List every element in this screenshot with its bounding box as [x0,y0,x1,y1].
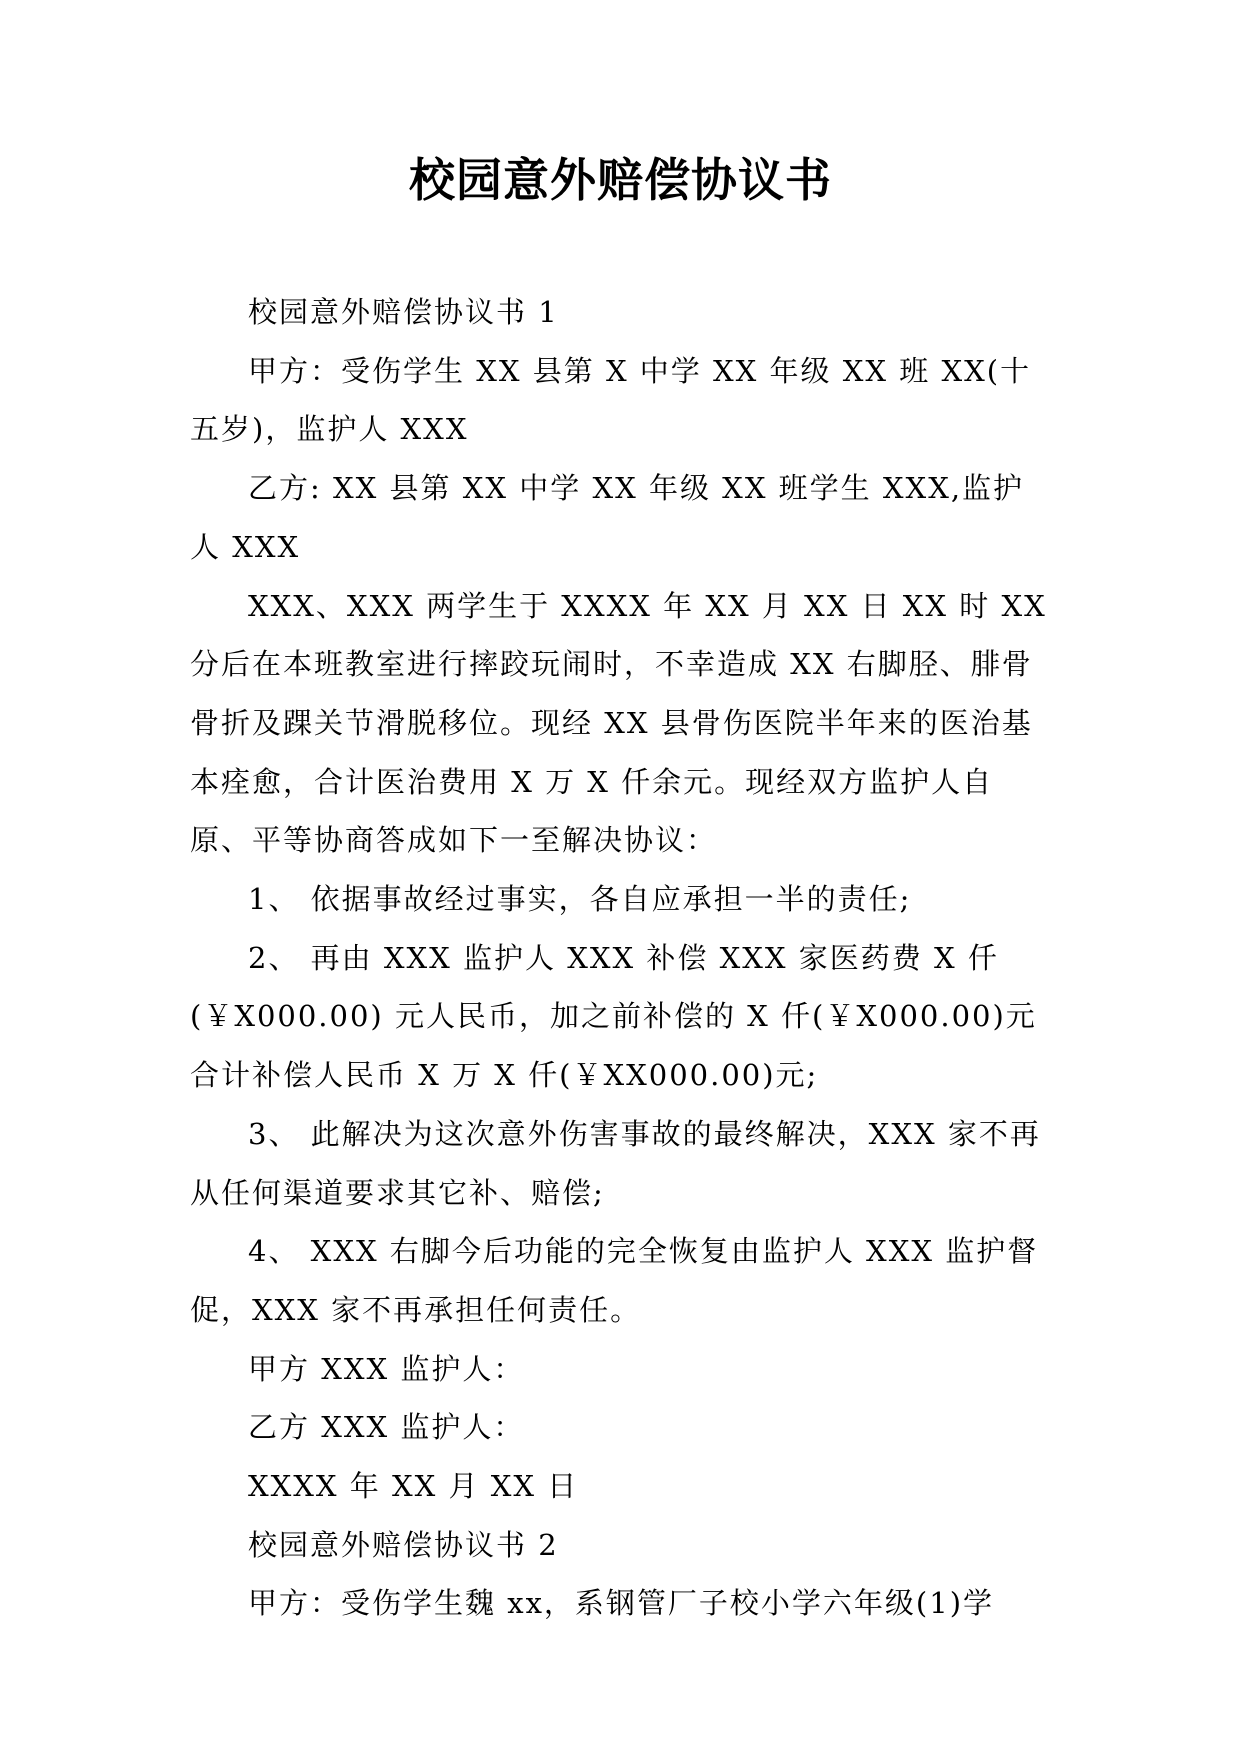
document-title: 校园意外赔偿协议书 [409,153,832,207]
party-a-line: 甲方：受伤学生 XX 县第 X 中学 XX 年级 XX 班 XX(十五岁)，监护人 XXX [190,353,1032,447]
incident-description: XXX、XXX 两学生于 XXXX 年 XX 月 XX 日 XX 时 XX 分后在本班教室进行摔跤玩闹时，不幸造成 XX 右脚胫、腓骨骨折及踝关节滑脱移位。现经 XX 县骨伤医院半年来的医治基本痊愈，合计医治费用 X 万 X 仟余元。现经双方监护人自原、平等协商答成如下一至解决协议： [190,588,1047,858]
document-body [190,283,1052,1633]
party-a-line-2: 甲方：受伤学生魏 xx，系钢管厂子校小学六年级(1)学 [248,1586,995,1621]
section-heading-2: 校园意外赔偿协议书 2 [248,1527,559,1562]
clause-2: 2、 再由 XXX 监护人 XXX 补偿 XXX 家医药费 X 仟(￥X000.00) 元人民币，加之前补偿的 X 仟(￥X000.00)元合计补偿人民币 X 万 X 仟(￥XX000.00)元; [190,940,1037,1093]
party-a-guardian-signature: 甲方 XXX 监护人： [248,1351,525,1386]
clause-3: 3、 此解决为这次意外伤害事故的最终解决，XXX 家不再从任何渠道要求其它补、赔偿; [190,1116,1041,1210]
party-b-line: 乙方: XX 县第 XX 中学 XX 年级 XX 班学生 XXX,监护人 XXX [190,471,1025,564]
clause-4: 4、 XXX 右脚今后功能的完全恢复由监护人 XXX 监护督促，XXX 家不再承担任何责任。 [190,1234,1039,1327]
section-heading-1: 校园意外赔偿协议书 1 [248,295,559,329]
date-line: XXXX 年 XX 月 XX 日 [248,1469,579,1504]
party-b-guardian-signature: 乙方 XXX 监护人： [248,1410,525,1445]
clause-1: 1、 依据事故经过事实，各自应承担一半的责任; [248,882,912,917]
